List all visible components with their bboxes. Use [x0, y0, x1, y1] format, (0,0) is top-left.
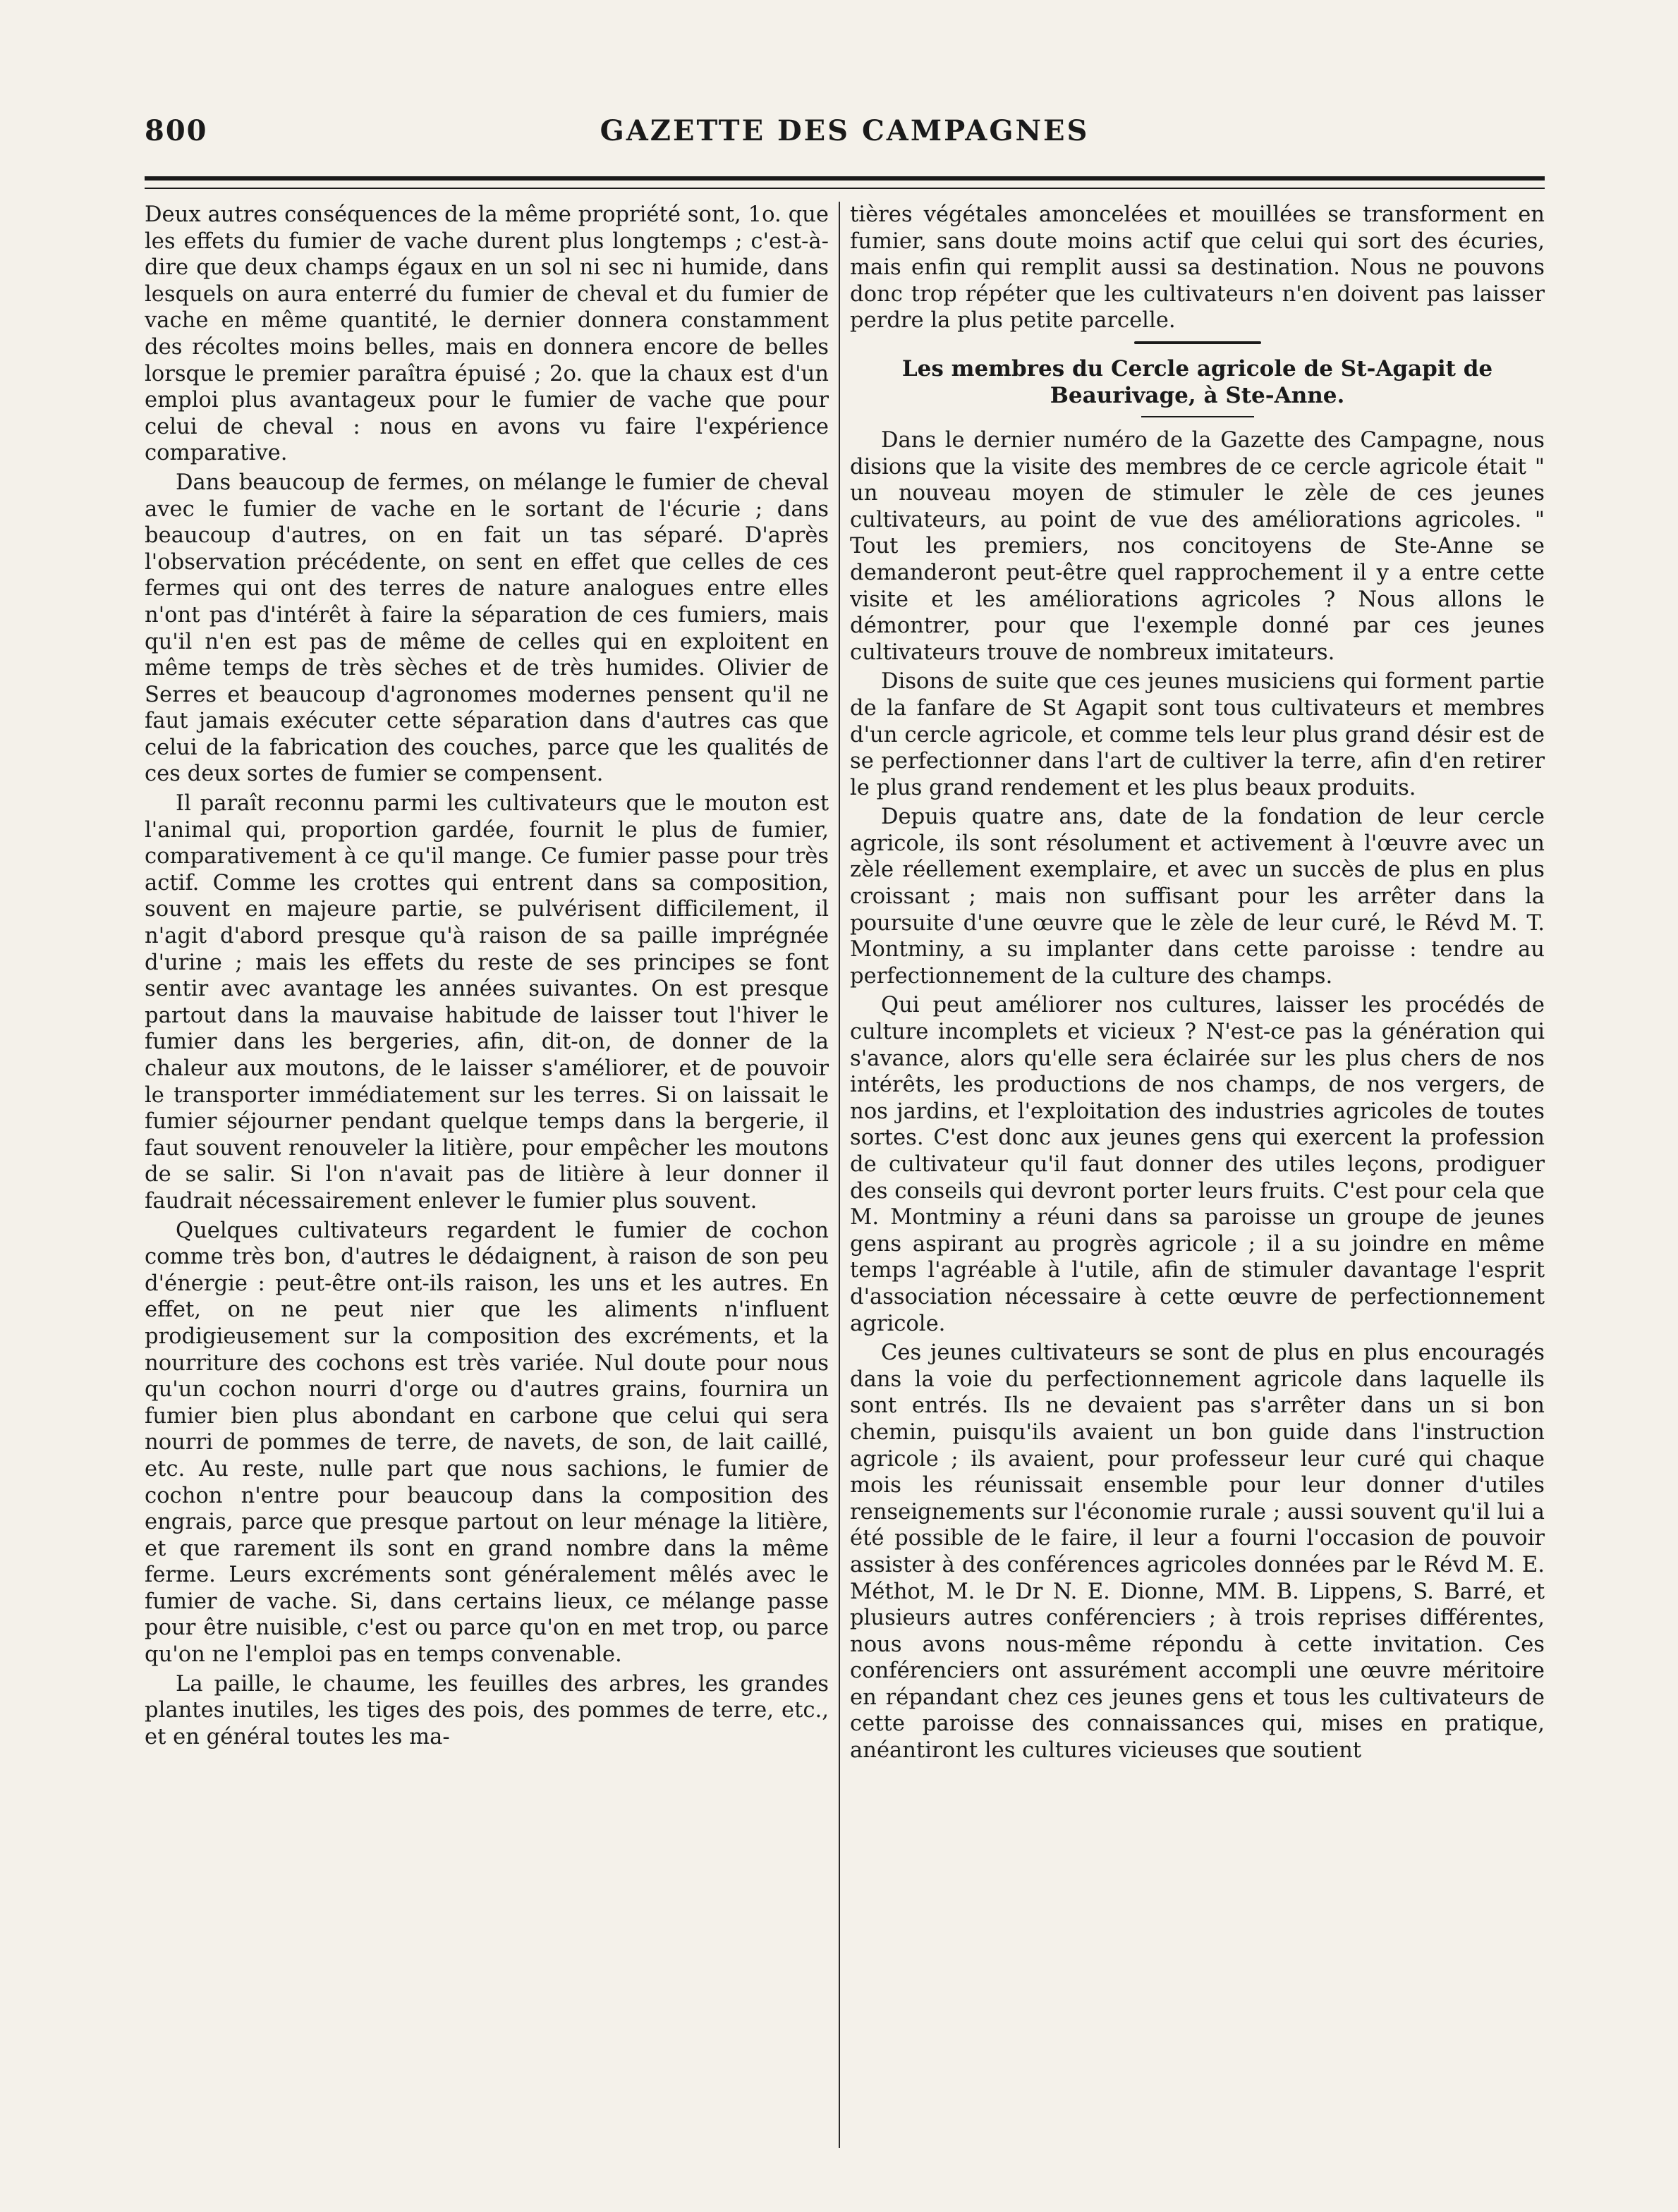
article-paragraph: Disons de suite que ces jeunes musiciens qui forment partie de la fanfare de St Agapit sont tous cultivateurs et membres d'un cercle agricole, et comme tels leur plus grand désir est de se perfectionner dans l'art de cultiver la terre, afin d'en retirer le plus grand rendement et les plus beaux produits.: [850, 669, 1545, 800]
article-paragraph: Dans le dernier numéro de la Gazette des Campagne, nous disions que la visite des membres de ce cercle agricole était " un nouveau moyen de stimuler le zèle de ces jeunes cultivateurs, au point de vue des améliorations agricoles. " Tout les premiers, nos concitoyens de Ste-Anne se demanderont peut-être quel rapprochement il y a entre cette visite et les améliorations agricoles ? Nous allons le démontrer, pour que l'exemple donné par ces jeunes cultivateurs trouve de nombreux imitateurs.: [850, 427, 1545, 665]
section-heading: Les membres du Cercle agricole de St-Agapit de Beaurivage, à Ste-Anne.: [901, 355, 1493, 408]
column-divider: [839, 202, 840, 2148]
continued-paragraph: tières végétales amoncelées et mouillées se transforment en fumier, sans doute moins actif que celui qui sort des écuries, mais enfin qui remplit aussi sa destination. Nous ne pouvons donc trop répéter que les cultivateurs n'en doivent pas laisser perdre la plus petite parcelle.: [850, 202, 1545, 334]
article-paragraph: La paille, le chaume, les feuilles des arbres, les grandes plantes inutiles, les tiges des pois, des pommes de terre, etc., et en général toutes les ma-: [145, 1671, 829, 1749]
left-column: [145, 202, 829, 2176]
article-paragraph: Dans beaucoup de fermes, on mélange le fumier de cheval avec le fumier de vache en le sortant de l'écurie ; dans beaucoup d'autres, on en fait un tas séparé. D'après l'observation précédente, on sent en effet que celles de ces fermes qui ont des terres de nature analogues entre elles n'ont pas d'intérêt à faire la séparation de ces fumiers, mais qu'il n'en est pas de même de celles qui en exploitent en même temps de très sèches et de très humides. Olivier de Serres et beaucoup d'agronomes modernes pensent qu'il ne faut jamais exécuter cette séparation dans d'autres cas que celui de la fabrication des couches, parce que les qualités de ces deux sortes de fumier se compensent.: [145, 470, 829, 787]
article-paragraph: Il paraît reconnu parmi les cultivateurs que le mouton est l'animal qui, proportion gardée, fournit le plus de fumier, comparativement à ce qu'il mange. Ce fumier passe pour très actif. Comme les crottes qui entrent dans sa composition, souvent en majeure partie, se pulvérisent difficilement, il n'agit d'abord presque qu'à raison de sa paille imprégnée d'urine ; mais les effets du reste de ses principes se font sentir avec avantage les années suivantes. On est presque partout dans la mauvaise habitude de laisser tout l'hiver le fumier dans les bergeries, afin, dit-on, de donner de la chaleur aux moutons, de le laisser s'améliorer, et de pouvoir le transporter immédiatement sur les terres. Si on laissait le fumier séjourner pendant quelque temps dans la bergerie, il faut souvent renouveler la litière, pour empêcher les moutons de se salir. Si l'on n'avait pas de litière à leur donner il faudrait nécessairement enlever le fumier plus souvent.: [145, 791, 829, 1214]
article-paragraph: Ces jeunes cultivateurs se sont de plus en plus encouragés dans la voie du perfectionnement agricole dans laquelle ils sont entrés. Ils ne devaient pas s'arrêter dans un si bon chemin, puisqu'ils avaient un bon guide dans l'instruction agricole ; ils avaient, pour professeur leur curé qui chaque mois les réunissait ensemble pour leur donner d'utiles renseignements sur l'économie rurale ; aussi souvent qu'il lui a été possible de le faire, il leur a fourni l'occasion de pouvoir assister à des conférences agricoles données par le Révd M. E. Méthot, M. le Dr N. E. Dionne, MM. B. Lippens, S. Barré, et plusieurs autres conférenciers ; à trois reprises différentes, nous avons nous-même répondu à cette invitation. Ces conférenciers ont assurément accompli une œuvre méritoire en répandant chez ces jeunes gens et tous les cultivateurs de cette paroisse des connaissances qui, mises en pratique, anéantiront les cultures vicieuses que soutient: [850, 1340, 1545, 1764]
page-header: [145, 106, 1545, 155]
article-paragraph: Depuis quatre ans, date de la fondation de leur cercle agricole, ils sont résolument et activement à l'œuvre avec un zèle réellement exemplaire, et avec un succès de plus en plus croissant ; mais non suffisant pour les arrêter dans la poursuite d'une œuvre que le zèle de leur curé, le Révd M. T. Montminy, a su implanter dans cette paroisse : tendre au perfectionnement de la culture des champs.: [850, 805, 1545, 989]
section-divider: [1134, 341, 1261, 344]
right-column: [850, 202, 1545, 2176]
page-number: 800: [145, 114, 208, 147]
heading-rule: [1141, 416, 1254, 417]
running-title: GAZETTE DES CAMPAGNES: [600, 114, 1090, 147]
article-paragraph: Qui peut améliorer nos cultures, laisser les procédés de culture incomplets et vicieux ? N'est-ce pas la génération qui s'avance, alors qu'elle sera éclairée sur les plus chers de nos intérêts, les productions de nos champs, de nos vergers, de nos jardins, et l'exploitation des industries agricoles de toutes sortes. C'est donc aux jeunes gens qui exercent la profession de cultivateur qu'il faut donner des utiles leçons, prodiguer des conseils qui devront porter leurs fruits. C'est pour cela que M. Montminy a réuni dans sa paroisse un groupe de jeunes gens aspirant au progrès agricole ; il a su joindre en même temps l'agréable à l'utile, afin de stimuler davantage l'esprit d'association nécessaire à cette œuvre de perfectionnement agricole.: [850, 993, 1545, 1336]
header-rule: [145, 176, 1545, 189]
article-paragraph: Quelques cultivateurs regardent le fumier de cochon comme très bon, d'autres le dédaignent, à raison de son peu d'énergie : peut-être ont-ils raison, les uns et les autres. En effet, on ne peut nier que les aliments n'influent prodigieusement sur la composition des excréments, et la nourriture des cochons est très variée. Nul doute pour nous qu'un cochon nourri d'orge ou d'autres grains, fournira un fumier bien plus abondant en carbone que celui qui sera nourri de pommes de terre, de navets, de son, de lait caillé, etc. Au reste, nulle part que nous sachions, le fumier de cochon n'entre pour beaucoup dans la composition des engrais, parce que presque partout on leur ménage la litière, et que rarement ils sont en grand nombre dans la même ferme. Leurs excréments sont généralement mêlés avec le fumier de vache. Si, dans certains lieux, ce mélange passe pour être nuisible, c'est ou parce qu'on en met trop, ou parce qu'on ne l'emploi pas en temps convenable.: [145, 1218, 829, 1668]
article-paragraph: Deux autres conséquences de la même propriété sont, 1o. que les effets du fumier de vache durent plus longtemps ; c'est-à-dire que deux champs égaux en un sol ni sec ni humide, dans lesquels on aura enterré du fumier de cheval et du fumier de vache en même quantité, le dernier donnera constamment des récoltes moins belles, mais en donnera encore de belles lorsque le premier paraîtra épuisé ; 2o. que la chaux est d'un emploi plus avantageux pour le fumier de vache que pour celui de cheval : nous en avons vu faire l'expérience comparative.: [145, 202, 829, 466]
